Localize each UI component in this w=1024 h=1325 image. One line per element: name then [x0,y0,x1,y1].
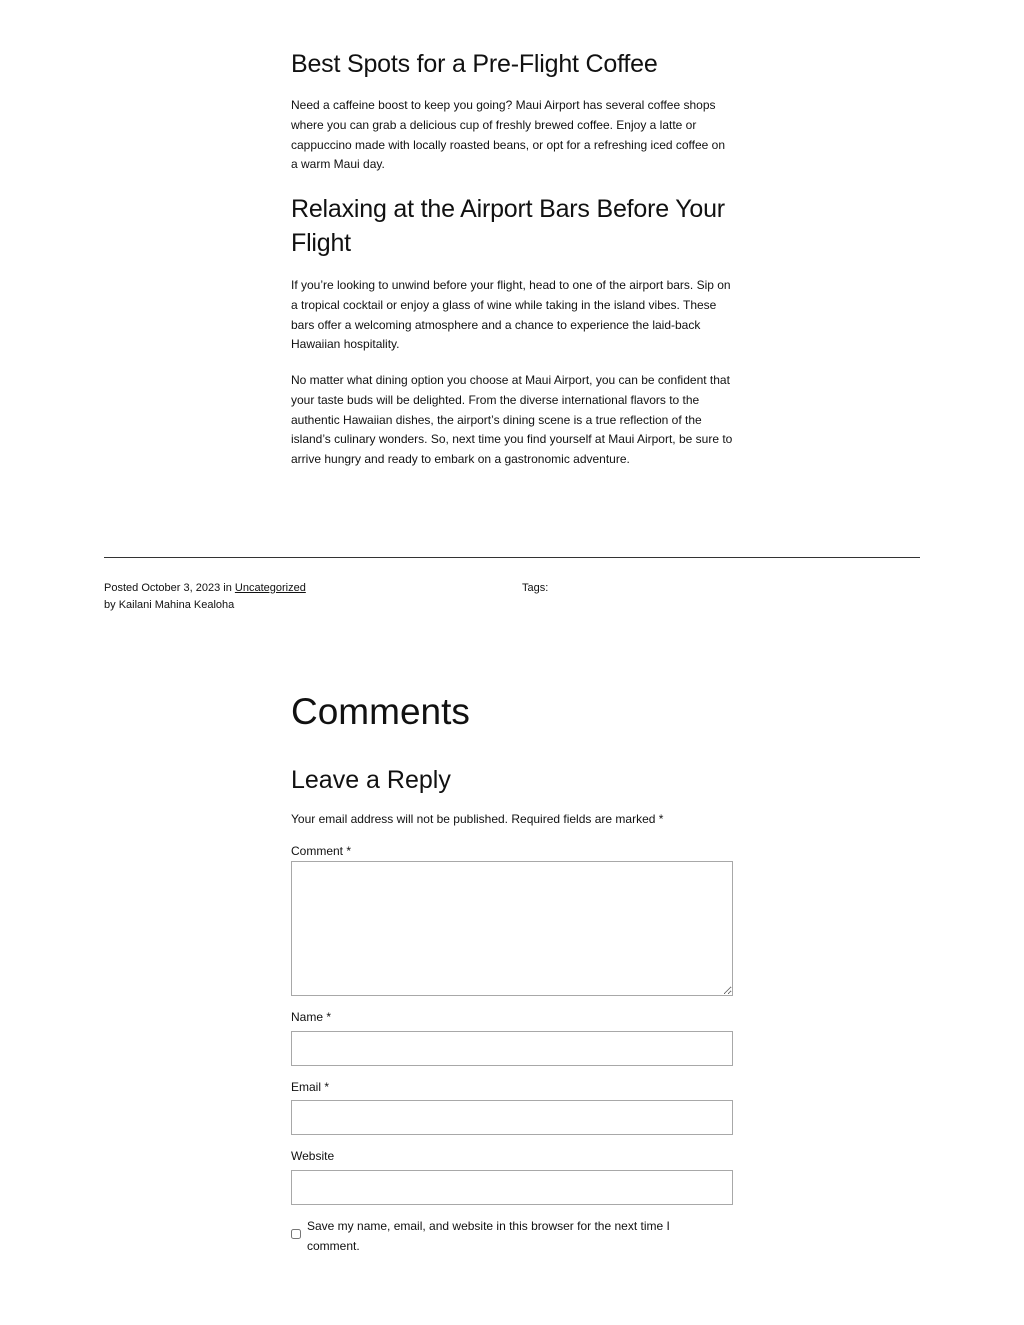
save-info-checkbox[interactable] [291,1229,301,1239]
category-link[interactable]: Uncategorized [234,582,306,594]
post-author-line [104,597,306,614]
coffee-section-heading: Best Spots for a Pre-Flight Coffee [291,50,658,78]
in-label: in [223,582,232,594]
bars-section-heading: Relaxing at the Airport Bars Before Your Flight [291,195,725,257]
website-input[interactable] [291,1170,733,1205]
website-label: Website [291,1149,335,1163]
posted-label: Posted [104,582,139,594]
reply-title: Leave a Reply [291,766,451,794]
post-tags [522,580,548,597]
post-meta [104,580,306,614]
comment-textarea[interactable] [291,861,733,996]
comments-title: Comments [291,691,470,732]
bars-section-paragraph: If you’re looking to unwind before your flight, head to one of the airport bars. Sip on a tropical cocktail or enjoy a glass of wine while taking in the island vibes. These bars offer a welcoming atmosphere and a chance to experience the laid-back Hawaiian hospitality. [291,278,731,352]
conclusion-paragraph: No matter what dining option you choose at Maui Airport, you can be confident that your taste buds will be delighted. From the diverse international flavors to the authentic Hawaiian dishes, the airport’s dining scene is a true reflection of the island’s culinary wonders. So, next time you find yourself at Maui Airport, be sure to arrive hungry and ready to embark on a gastronomic adventure. [291,373,733,467]
name-input[interactable] [291,1031,733,1066]
coffee-section-paragraph: Need a caffeine boost to keep you going? Maui Airport has several coffee shops where you can grab a delicious cup of freshly brewed coffee. Enjoy a latte or cappuccino made with locally roasted beans, or opt for a refreshing iced coffee on a warm Maui day. [291,98,726,172]
post-date-line [104,580,306,597]
by-label: by [104,599,116,611]
email-input[interactable] [291,1100,733,1135]
email-label: Email * [291,1080,330,1094]
tags-label: Tags: [522,582,549,594]
post-date: October 3, 2023 [141,582,221,594]
comment-label: Comment * [291,844,352,858]
name-label: Name * [291,1010,332,1024]
save-info-label[interactable]: Save my name, email, and website in this browser for the next time I comment. [307,1219,670,1253]
post-divider [104,557,920,558]
email-notice: Your email address will not be published. Required fields are marked * [291,812,664,826]
post-author: Kailani Mahina Kealoha [118,599,235,611]
